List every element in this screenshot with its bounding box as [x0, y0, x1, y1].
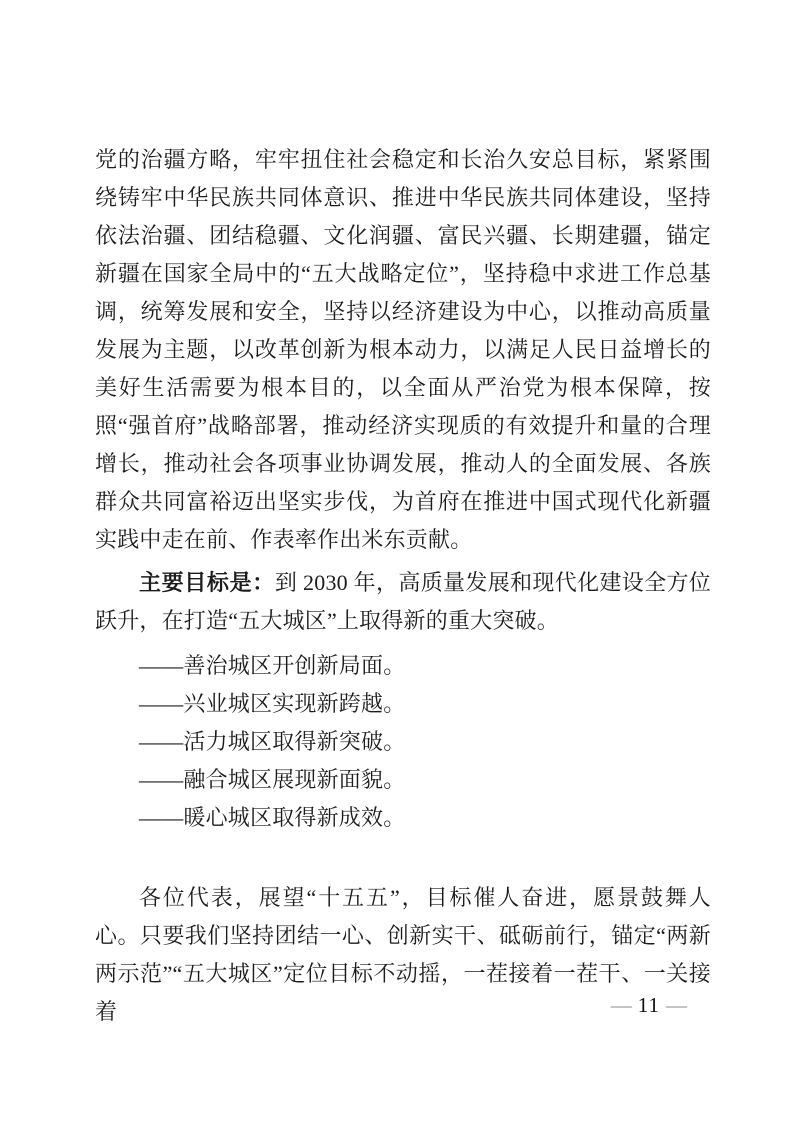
goal-item-vitality: ——活力城区取得新突破。 — [139, 729, 406, 754]
main-goals-text: 到 2030 年，高质量发展和现代化建设全方位跃升，在打造“五大城区”上取得新的重大突破。 — [95, 570, 711, 633]
page-number-left-dash: — — [610, 993, 632, 1017]
paragraph-closing: 各位代表，展望“十五五”，目标催人奋进，愿景鼓舞人心。只要我们坚持团结一心、创新实干、砥砺前行，锚定“两新两示范”“五大城区”定位目标不动摇，一茬接着一茬干、一关接着 — [95, 885, 711, 1024]
page-number-value: 11 — [637, 993, 660, 1017]
paragraph-continuation: 党的治疆方略，牢牢扭住社会稳定和长治久安总目标，紧紧围绕铸牢中华民族共同体意识、推进中华民族共同体建设，坚持依法治疆、团结稳疆、文化润疆、富民兴疆、长期建疆，锚定新疆在国家全局中的“五大战略定位”，坚持稳中求进工作总基调，统筹发展和安全，坚持以经济建设为中心，以推动高质量发展为主题，以改革创新为根本动力，以满足人民日益增长的美好生活需要为根本目的，以全面从严治党为根本保障，按照“强首府”战略部署，推动经济实现质的有效提升和量的合理增长，推动社会各项事业协调发展，推动人的全面发展、各族群众共同富裕迈出坚实步伐，为首府在推进中国式现代化新疆实践中走在前、作表率作出米东贡献。 — [95, 147, 711, 552]
main-goals-lead-bold: 主要目标是： — [139, 570, 275, 595]
goal-item-integration: ——融合城区展现新面貌。 — [139, 767, 406, 792]
page-number — [605, 992, 693, 1018]
goal-item-industry: ——兴业城区实现新跨越。 — [139, 691, 406, 716]
goal-item-warmth: ——暖心城区取得新成效。 — [139, 805, 406, 830]
goal-list — [95, 647, 711, 837]
page-number-right-dash: — — [666, 993, 687, 1017]
document-body — [95, 141, 711, 1031]
paragraph-main-goals — [95, 564, 711, 640]
goal-item-governance: ——善治城区开创新局面。 — [139, 653, 406, 678]
